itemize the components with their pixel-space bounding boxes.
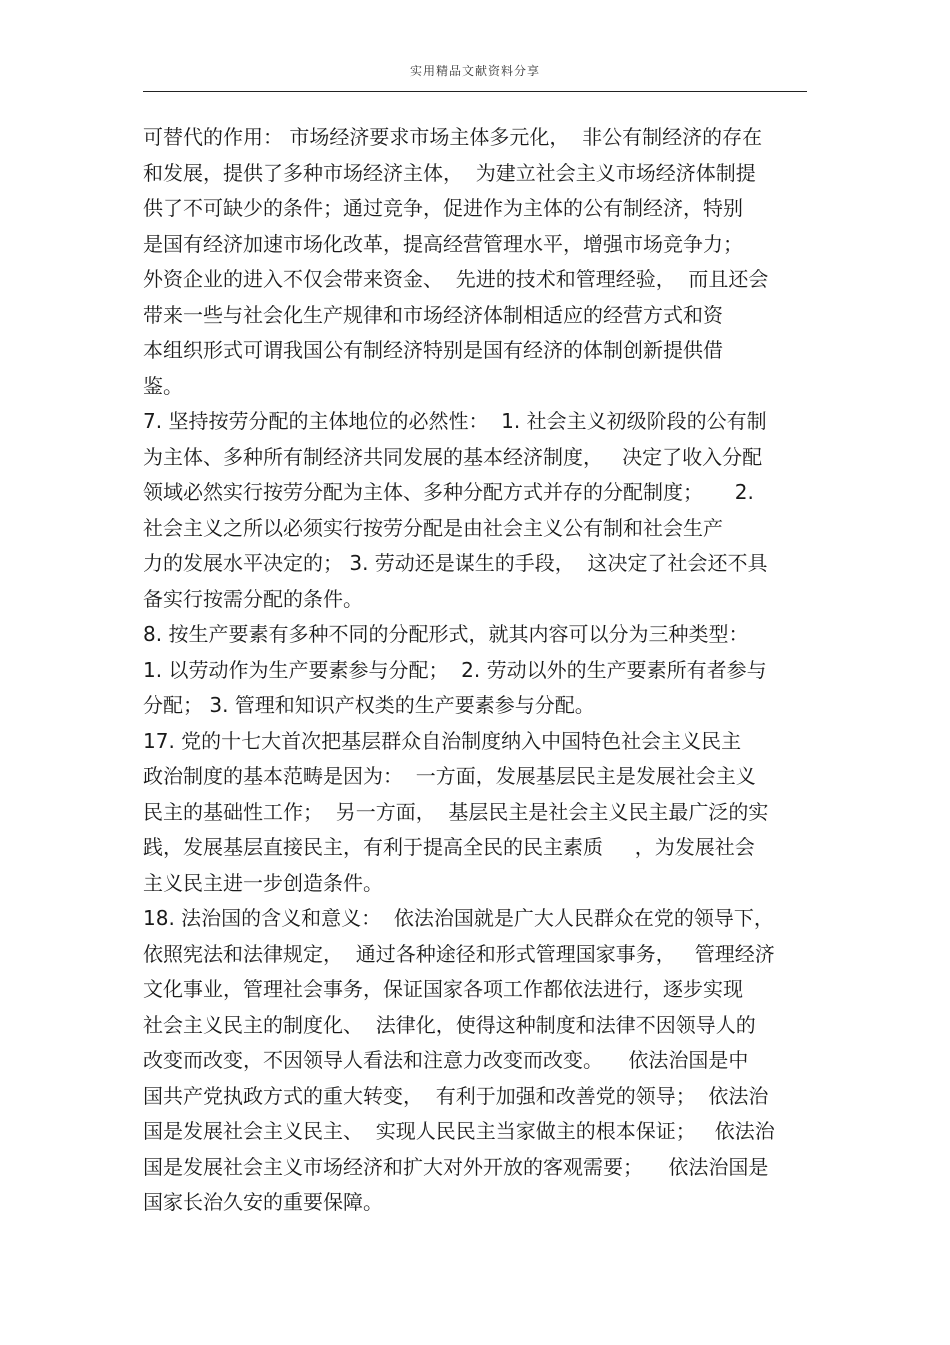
text-line: 和发展，提供了多种市场经济主体， 为建立社会主义市场经济体制提 bbox=[143, 160, 756, 185]
text-line: 7. 坚持按劳分配的主体地位的必然性： 1. 社会主义初级阶段的公有制 bbox=[143, 409, 767, 433]
text-line: 政治制度的基本范畴是因为： 一方面，发展基层民主是发展社会主义 bbox=[143, 764, 756, 788]
text-line: 力的发展水平决定的； 3. 劳动还是谋生的手段， 这决定了社会还不具 bbox=[143, 551, 768, 575]
text-line: 主义民主进一步创造条件。 bbox=[143, 870, 383, 895]
text-line: 分配； 3. 管理和知识产权类的生产要素参与分配。 bbox=[143, 693, 595, 717]
text-line: 依照宪法和法律规定， 通过各种途径和形式管理国家事务， 管理经济 bbox=[143, 941, 775, 966]
text-line: 18. 法治国的含义和意义： 依法治国就是广大人民群众在党的领导下， bbox=[143, 906, 774, 930]
text-line: 国家长治久安的重要保障。 bbox=[143, 1190, 383, 1214]
text-line: 8. 按生产要素有多种不同的分配形式，就其内容可以分为三种类型： bbox=[143, 622, 749, 646]
text-line: 国共产党执政方式的重大转变， 有利于加强和改善党的领导； 依法治 bbox=[143, 1083, 769, 1108]
page-header: 实用精品文献资料分享 bbox=[409, 64, 540, 78]
text-line: 17. 党的十七大首次把基层群众自治制度纳入中国特色社会主义民主 bbox=[143, 728, 742, 753]
text-line: 为主体、多种所有制经济共同发展的基本经济制度， 决定了收入分配 bbox=[143, 444, 763, 469]
text-line: 国是发展社会主义民主、 实现人民民主当家做主的根本保证； 依法治 bbox=[143, 1119, 775, 1143]
text-line: 是国有经济加速市场化改革，提高经营管理水平，增强市场竞争力； bbox=[143, 231, 743, 256]
text-line: 本组织形式可谓我国公有制经济特别是国有经济的体制创新提供借 bbox=[143, 338, 723, 362]
text-line: 民主的基础性工作； 另一方面， 基层民主是社会主义民主最广泛的实 bbox=[143, 799, 769, 824]
text-line: 可替代的作用： 市场经济要求市场主体多元化， 非公有制经济的存在 bbox=[143, 125, 763, 149]
text-line: 备实行按需分配的条件。 bbox=[143, 586, 363, 611]
text-line: 鉴。 bbox=[143, 373, 183, 398]
text-line: 供了不可缺少的条件；通过竞争，促进作为主体的公有制经济，特别 bbox=[143, 196, 743, 220]
text-line: 带来一些与社会化生产规律和市场经济体制相适应的经营方式和资 bbox=[143, 302, 723, 327]
text-line: 改变而改变，不因领导人看法和注意力改变而改变。 依法治国是中 bbox=[143, 1048, 749, 1072]
text-line: 文化事业，管理社会事务，保证国家各项工作都依法进行，逐步实现 bbox=[143, 977, 743, 1001]
document-body bbox=[143, 120, 807, 1221]
text-line: 1. 以劳动作为生产要素参与分配； 2. 劳动以外的生产要素所有者参与 bbox=[143, 657, 767, 682]
header-divider bbox=[143, 91, 807, 92]
text-line: 外资企业的进入不仅会带来资金、 先进的技术和管理经验， 而且还会 bbox=[143, 267, 769, 291]
text-line: 社会主义民主的制度化、 法律化，使得这种制度和法律不因领导人的 bbox=[143, 1012, 756, 1037]
text-line: 领域必然实行按劳分配为主体、多种分配方式并存的分配制度； 2. bbox=[143, 480, 754, 504]
text-line: 国是发展社会主义市场经济和扩大对外开放的客观需要； 依法治国是 bbox=[143, 1154, 769, 1179]
text-line: 践，发展基层直接民主，有利于提高全民的民主素质 ，为发展社会 bbox=[143, 835, 755, 859]
text-line: 社会主义之所以必须实行按劳分配是由社会主义公有制和社会生产 bbox=[143, 515, 723, 540]
